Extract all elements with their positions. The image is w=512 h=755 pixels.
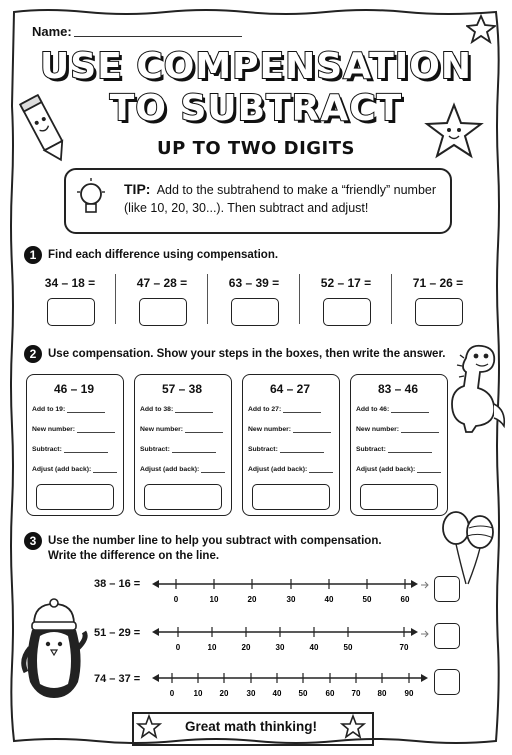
answer-box-2[interactable]	[139, 298, 187, 326]
section-3-title-line-1: Use the number line to help you subtract with compensation.	[48, 535, 382, 547]
subtract-step: Subtract:	[356, 446, 432, 453]
tick-label: 50	[298, 689, 308, 698]
add-to-step: Add to 46:	[356, 406, 429, 413]
section-1-number: 1	[24, 246, 42, 264]
tip-text	[124, 180, 444, 217]
footer-banner-text: Great math thinking!	[184, 719, 317, 734]
card-answer-box[interactable]	[36, 484, 114, 510]
star-icon	[466, 14, 496, 44]
tick-label: 10	[207, 643, 217, 652]
tick-label: 40	[324, 595, 334, 604]
smiling-star-icon	[424, 102, 484, 160]
problem-1: 34 – 18 =	[44, 276, 96, 290]
section-2-title: Use compensation. Show your steps in the boxes, then write the answer.	[48, 348, 446, 360]
card-answer-box[interactable]	[144, 484, 222, 510]
section-3-number: 3	[24, 532, 42, 550]
subtract-step: Subtract:	[248, 446, 324, 453]
subtract-step: Subtract:	[32, 446, 108, 453]
problem-4: 52 – 17 =	[320, 276, 372, 290]
tick-label: 90	[404, 689, 414, 698]
title-line-2: TO SUBTRACT	[109, 88, 403, 129]
answer-box-3[interactable]	[231, 298, 279, 326]
problem-3: 63 – 39 =	[228, 276, 280, 290]
new-number-step: New number:	[248, 426, 331, 433]
tick-label: 60	[400, 595, 410, 604]
divider	[391, 274, 392, 324]
number-line-3	[150, 664, 430, 704]
add-to-step: Add to 19:	[32, 406, 105, 413]
number-line-tick-labels	[170, 689, 414, 698]
problem-2: 47 – 28 =	[136, 276, 188, 290]
adjust-step: Adjust (add back):	[248, 466, 333, 473]
tick-label: 70	[399, 643, 409, 652]
tick-label: 10	[193, 689, 203, 698]
tick-label: 60	[325, 689, 335, 698]
arrow-right-icon	[420, 630, 430, 638]
tick-label: 50	[362, 595, 372, 604]
card-problem: 64 – 27	[269, 382, 311, 396]
section-3-title-line-2: Write the difference on the line.	[48, 550, 220, 562]
tick-label: 20	[219, 689, 229, 698]
card-problem: 46 – 19	[53, 382, 95, 396]
tick-label: 70	[351, 689, 361, 698]
number-line-tick-labels	[176, 643, 409, 652]
divider	[299, 274, 300, 324]
card-answer-box[interactable]	[252, 484, 330, 510]
section-1-title: Find each difference using compensation.	[48, 249, 279, 261]
name-label: Name:	[32, 24, 72, 39]
tip-label: TIP:	[124, 181, 151, 197]
number-line-problem-2: 51 – 29 =	[94, 627, 141, 639]
tip-text-line-1: Add to the subtrahend to make a “friendly” number	[156, 183, 437, 197]
subtract-step: Subtract:	[140, 446, 216, 453]
adjust-step: Adjust (add back):	[356, 466, 441, 473]
tick-label: 30	[246, 689, 256, 698]
tick-label: 20	[241, 643, 251, 652]
adjust-step: Adjust (add back):	[140, 466, 225, 473]
problem-5: 71 – 26 =	[412, 276, 464, 290]
arrow-right-icon	[420, 581, 430, 589]
answer-box-1[interactable]	[47, 298, 95, 326]
tick-label: 50	[343, 643, 353, 652]
card-problem: 83 – 46	[377, 382, 419, 396]
new-number-step: New number:	[140, 426, 223, 433]
divider	[207, 274, 208, 324]
tip-text-line-2: (like 10, 20, 30...). Then subtract and adjust!	[124, 201, 369, 215]
number-line-tick-labels	[174, 595, 410, 604]
add-to-step: Add to 38:	[140, 406, 213, 413]
divider	[115, 274, 116, 324]
tick-label: 0	[173, 595, 179, 604]
tick-label: 80	[377, 689, 387, 698]
number-line-answer-box-3[interactable]	[434, 669, 460, 695]
new-number-step: New number:	[32, 426, 115, 433]
number-line-answer-box-1[interactable]	[434, 576, 460, 602]
tick-label: 0	[169, 689, 175, 698]
tick-label: 30	[275, 643, 285, 652]
number-line-1	[150, 570, 420, 610]
number-line-problem-3: 74 – 37 =	[94, 673, 141, 685]
tick-label: 40	[309, 643, 319, 652]
dinosaur-mascot-icon	[446, 340, 508, 436]
new-number-step: New number:	[356, 426, 439, 433]
number-line-problem-1: 38 – 16 =	[94, 578, 141, 590]
card-answer-box[interactable]	[360, 484, 438, 510]
section-2-number: 2	[24, 345, 42, 363]
tick-label: 20	[247, 595, 257, 604]
name-field-line[interactable]	[74, 36, 242, 37]
tick-label: 30	[286, 595, 296, 604]
number-line-2	[150, 618, 420, 658]
answer-box-4[interactable]	[323, 298, 371, 326]
adjust-step: Adjust (add back):	[32, 466, 117, 473]
title-line-1: USE COMPENSATION	[40, 46, 472, 87]
lightbulb-icon	[74, 176, 108, 222]
tick-label: 40	[272, 689, 282, 698]
tick-label: 10	[209, 595, 219, 604]
number-line-answer-box-2[interactable]	[434, 623, 460, 649]
pencil-mascot-icon	[14, 88, 74, 166]
tick-label: 0	[175, 643, 181, 652]
subtitle: UP TO TWO DIGITS	[157, 138, 355, 159]
penguin-mascot-icon	[18, 598, 90, 702]
add-to-step: Add to 27:	[248, 406, 321, 413]
card-problem: 57 – 38	[161, 382, 203, 396]
answer-box-5[interactable]	[415, 298, 463, 326]
